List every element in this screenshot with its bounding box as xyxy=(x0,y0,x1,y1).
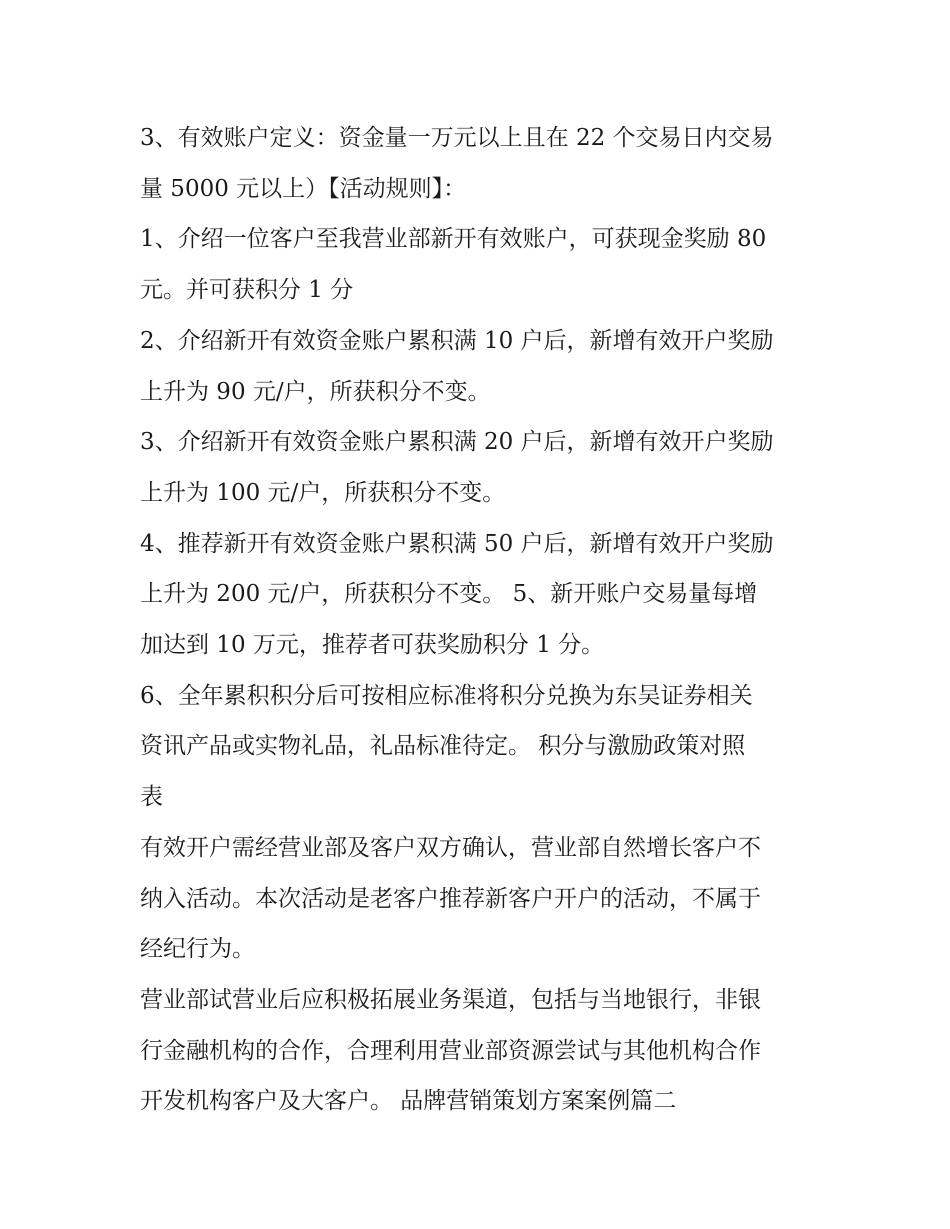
text-line: 3、介绍新开有效资金账户累积满 20 户后，新增有效开户奖励 xyxy=(140,429,774,456)
text-line: 开发机构客户及大客户。 品牌营销策划方案案例篇二 xyxy=(140,1088,677,1115)
paragraph-rule-1 xyxy=(140,214,820,315)
paragraph-rule-3 xyxy=(140,417,820,518)
text-line: 行金融机构的合作，合理利用营业部资源尝试与其他机构合作 xyxy=(140,1037,761,1064)
text-line: 加达到 10 万元，推荐者可获奖励积分 1 分。 xyxy=(140,632,605,659)
text-line: 营业部试营业后应积极拓展业务渠道，包括与当地银行，非银 xyxy=(140,986,761,1013)
text-line: 上升为 200 元/户，所获积分不变。 5、新开账户交易量每增 xyxy=(140,581,758,608)
text-line: 资讯产品或实物礼品，礼品标准待定。 积分与激励政策对照 xyxy=(140,733,746,760)
text-line: 上升为 90 元/户，所获积分不变。 xyxy=(140,378,491,405)
paragraph-channel-expansion xyxy=(140,975,820,1127)
paragraph-rule-2 xyxy=(140,316,820,417)
paragraph-confirmation-note xyxy=(140,823,820,975)
paragraph-rule-4-5 xyxy=(140,519,820,671)
text-line: 元。并可获积分 1 分 xyxy=(140,277,354,304)
text-line: 2、介绍新开有效资金账户累积满 10 户后，新增有效开户奖励 xyxy=(140,327,774,354)
paragraph-account-definition xyxy=(140,113,820,214)
text-line: 3、有效账户定义：资金量一万元以上且在 22 个交易日内交易 xyxy=(140,125,774,151)
text-line: 6、全年累积积分后可按相应标准将积分兑换为东吴证券相关 xyxy=(140,682,753,709)
text-line: 上升为 100 元/户，所获积分不变。 xyxy=(140,479,506,506)
text-line: 经纪行为。 xyxy=(140,936,255,963)
text-line: 1、介绍一位客户至我营业部新开有效账户，可获现金奖励 80 xyxy=(140,226,767,253)
text-line: 量 5000 元以上）【活动规则】： xyxy=(140,175,467,202)
text-line: 4、推荐新开有效资金账户累积满 50 户后，新增有效开户奖励 xyxy=(140,530,774,557)
paragraph-rule-6 xyxy=(140,671,820,823)
text-line: 有效开户需经营业部及客户双方确认，营业部自然增长客户不 xyxy=(140,834,761,861)
text-line: 表 xyxy=(140,784,163,811)
text-line: 纳入活动。本次活动是老客户推荐新客户开户的活动，不属于 xyxy=(140,885,761,912)
document-page xyxy=(140,113,820,1127)
